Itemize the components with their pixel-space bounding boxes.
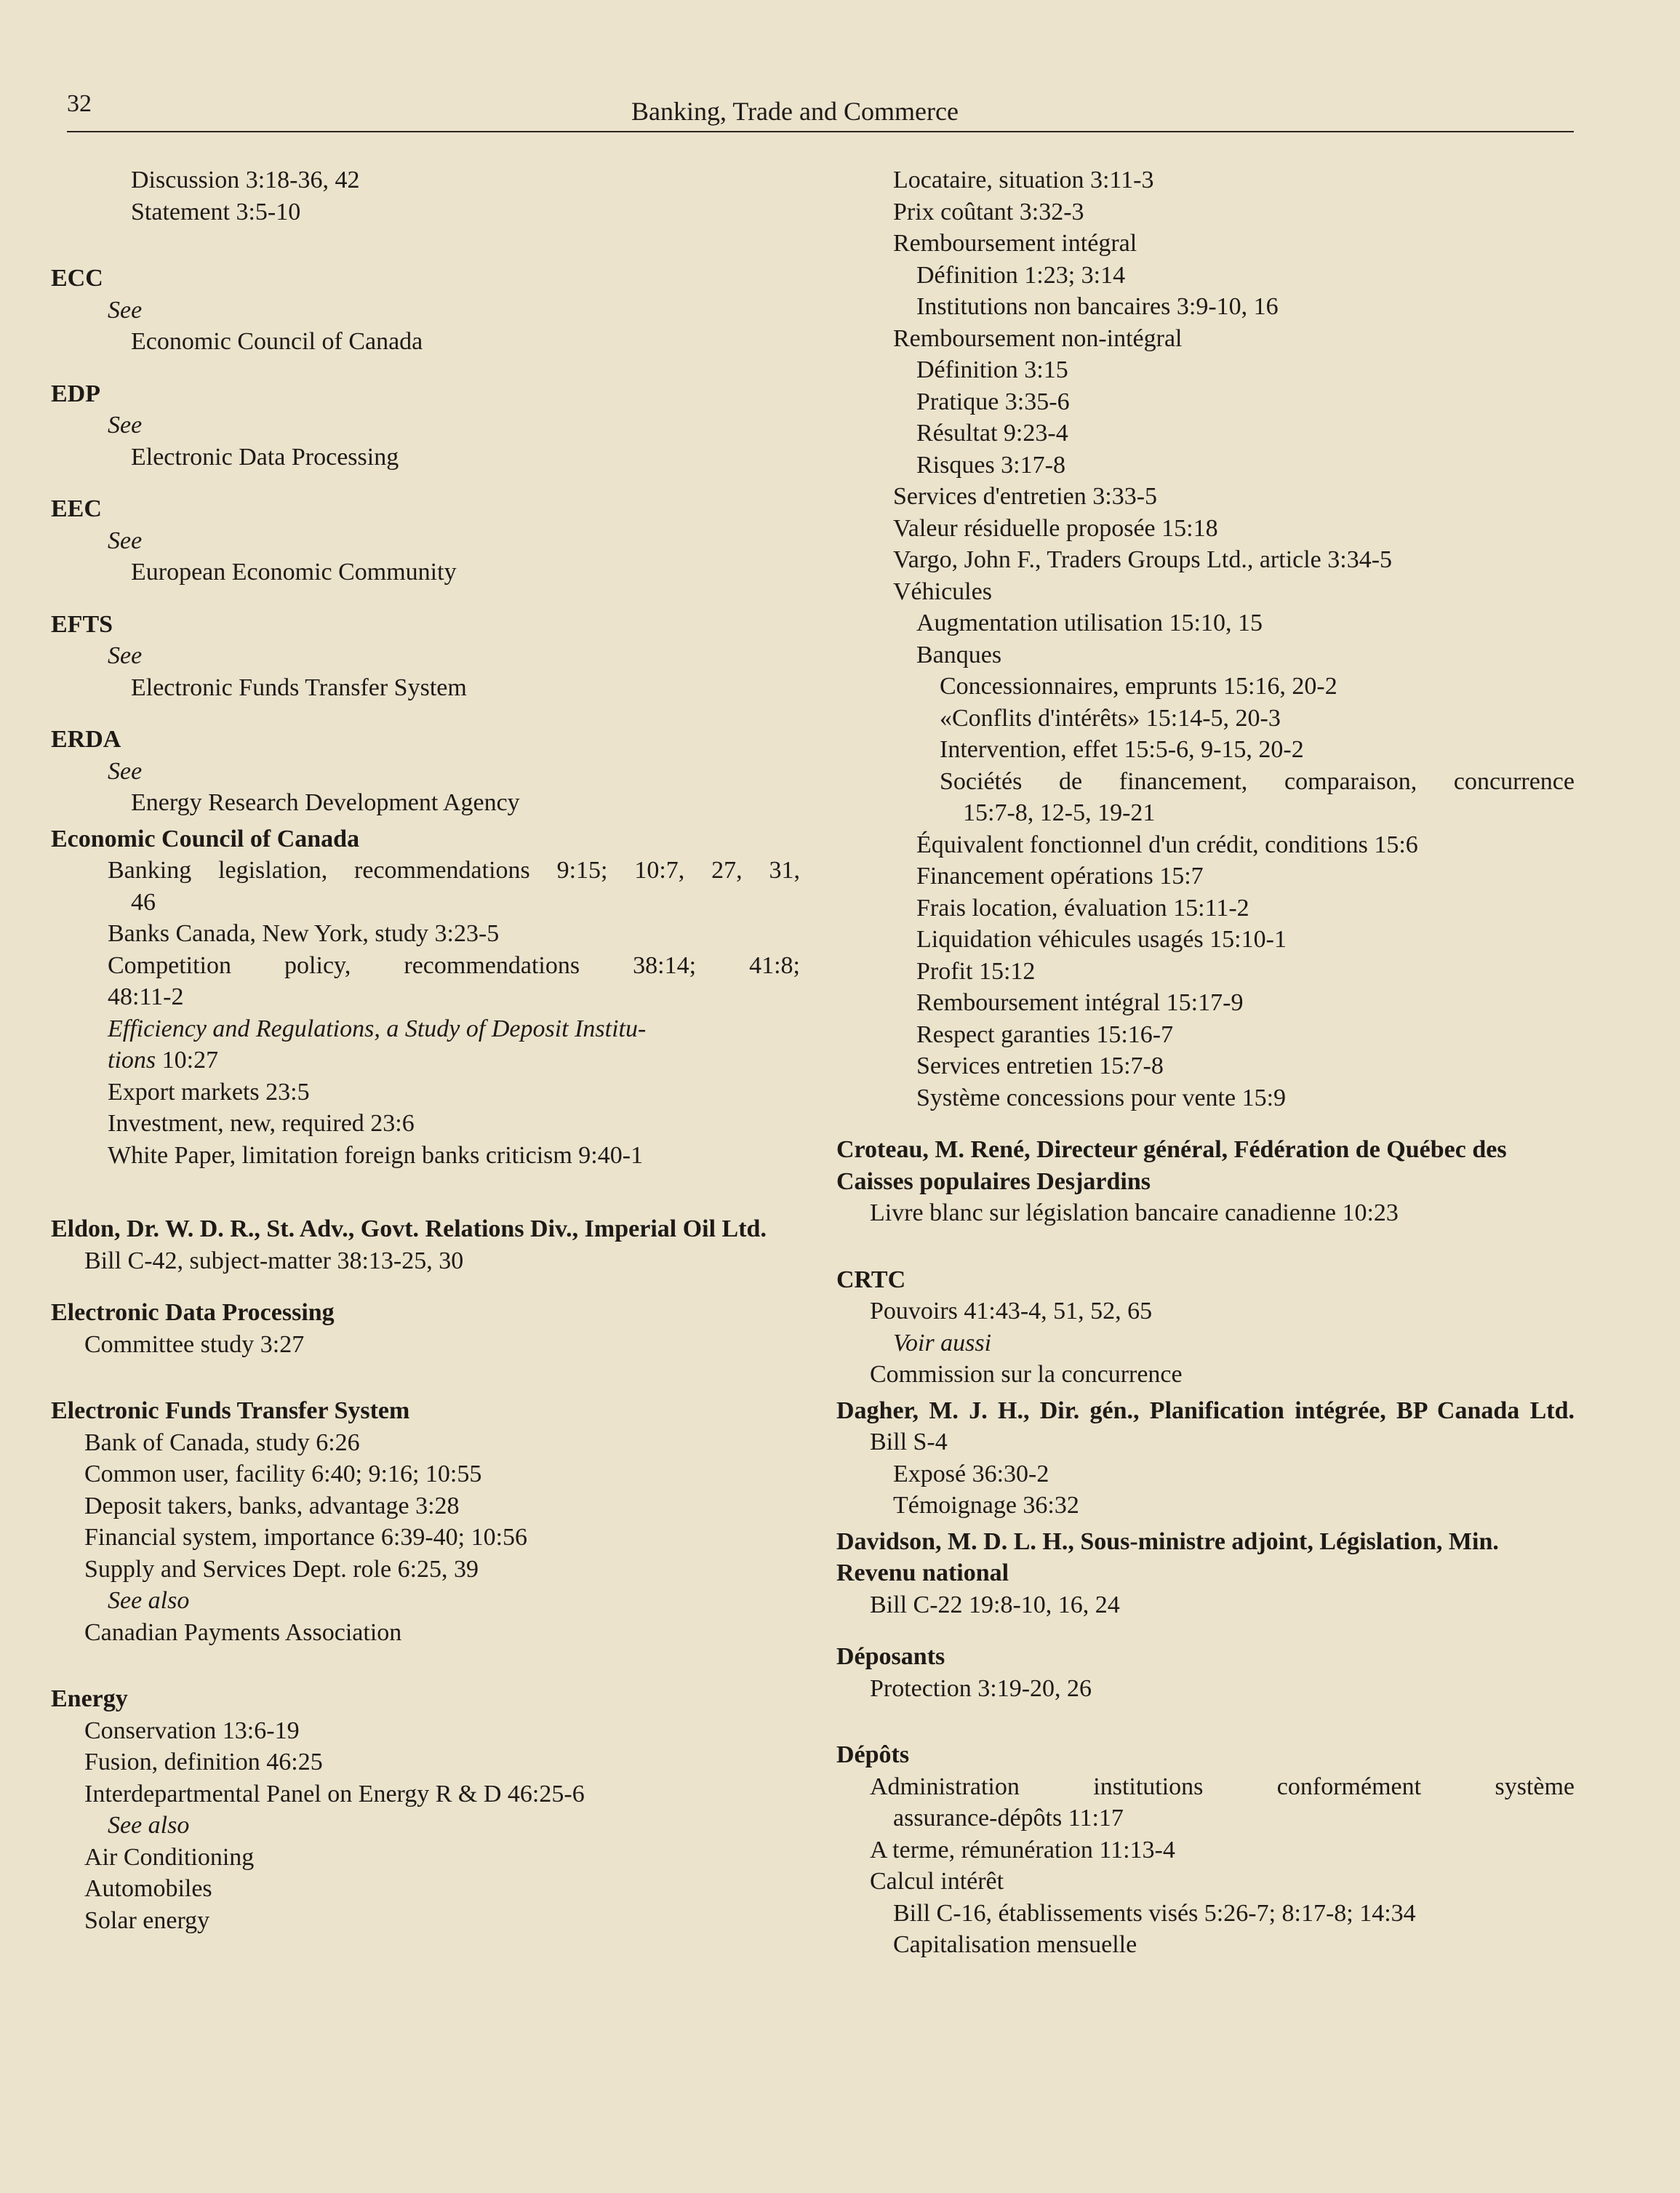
index-heading: Eldon, Dr. W. D. R., St. Adv., Govt. Relations Div., Imperial Oil Ltd. xyxy=(51,1215,767,1242)
index-heading: Dagher, M. J. H., Dir. gén., Planification intégrée, BP Canada Ltd. xyxy=(836,1397,1575,1424)
index-entry: Investment, new, required 23:6 xyxy=(108,1110,415,1137)
index-entry: Frais location, évaluation 15:11-2 xyxy=(916,894,1249,922)
index-entry: See xyxy=(108,642,143,669)
index-entry: Fusion, definition 46:25 xyxy=(84,1749,323,1775)
index-entry: Services d'entretien 3:33-5 xyxy=(893,483,1158,510)
index-entry: Définition 3:15 xyxy=(916,356,1068,383)
index-entry: Banking legislation, recommendations 9:15; 10:7, 27, 31, xyxy=(108,857,800,884)
index-entry: Commission sur la concurrence xyxy=(870,1361,1183,1388)
index-heading: CRTC xyxy=(836,1266,906,1293)
index-entry: Discussion 3:18-36, 42 xyxy=(131,167,360,193)
index-heading: Electronic Data Processing xyxy=(51,1299,335,1326)
index-entry: Electronic Funds Transfer System xyxy=(131,674,467,701)
index-entry: Système concessions pour vente 15:9 xyxy=(916,1084,1287,1111)
index-entry: Exposé 36:30-2 xyxy=(893,1460,1049,1487)
index-entry: 15:7-8, 12-5, 19-21 xyxy=(963,799,1156,826)
index-heading: Croteau, M. René, Directeur général, Fédération de Québec des Caisses populaires Desjardins xyxy=(836,1136,1507,1195)
index-heading: Electronic Funds Transfer System xyxy=(51,1397,410,1424)
index-entry: Efficiency and Regulations, a Study of Deposit Institu- xyxy=(108,1015,647,1042)
index-entry: Solar energy xyxy=(84,1906,210,1934)
index-entry: Banks Canada, New York, study 3:23-5 xyxy=(108,920,500,947)
index-heading: EFTS xyxy=(51,610,113,638)
index-entry: Définition 1:23; 3:14 xyxy=(916,261,1126,289)
index-entry: Institutions non bancaires 3:9-10, 16 xyxy=(916,293,1279,320)
index-entry: Témoignage 36:32 xyxy=(893,1492,1079,1519)
index-entry: Energy Research Development Agency xyxy=(131,789,520,816)
index-column-left xyxy=(51,164,800,1936)
index-entry: 46 xyxy=(131,888,156,916)
index-entry: Statement 3:5-10 xyxy=(131,198,301,225)
index-heading: Economic Council of Canada xyxy=(51,825,360,852)
index-entry: A terme, rémunération 11:13-4 xyxy=(870,1836,1175,1864)
index-column-right xyxy=(836,164,1575,1961)
index-entry: Intervention, effet 15:5-6, 9-15, 20-2 xyxy=(940,736,1304,763)
index-entry: Canadian Payments Association xyxy=(84,1618,402,1646)
index-entry: Bill S-4 xyxy=(870,1429,948,1455)
index-entry: Remboursement intégral 15:17-9 xyxy=(916,989,1244,1016)
index-entry: Pouvoirs 41:43-4, 51, 52, 65 xyxy=(870,1298,1153,1325)
index-entry: Economic Council of Canada xyxy=(131,328,423,355)
index-entry: Competition policy, recommendations 38:14; 41:8; xyxy=(108,951,800,979)
index-entry: assurance-dépôts 11:17 xyxy=(893,1805,1124,1832)
index-entry: Profit 15:12 xyxy=(916,957,1036,985)
index-entry: Risques 3:17-8 xyxy=(916,451,1065,479)
index-entry: Capitalisation mensuelle xyxy=(893,1931,1137,1958)
running-title: Banking, Trade and Commerce xyxy=(631,97,959,126)
index-entry: Calcul intérêt xyxy=(870,1868,1004,1895)
index-entry: Respect garanties 15:16-7 xyxy=(916,1020,1174,1048)
index-entry: Administration institutions conformément système xyxy=(870,1773,1575,1800)
index-entry: See also xyxy=(108,1587,190,1614)
index-entry: Supply and Services Dept. role 6:25, 39 xyxy=(84,1555,479,1583)
index-entry: Services entretien 15:7-8 xyxy=(916,1052,1164,1079)
index-entry: Locataire, situation 3:11-3 xyxy=(893,167,1154,193)
index-heading: EEC xyxy=(51,495,102,522)
index-entry: See xyxy=(108,527,143,554)
index-entry: Air Conditioning xyxy=(84,1843,255,1871)
index-heading: Déposants xyxy=(836,1643,945,1670)
index-entry: Protection 3:19-20, 26 xyxy=(870,1674,1092,1702)
index-entry: Vargo, John F., Traders Groups Ltd., article 3:34-5 xyxy=(893,546,1393,573)
index-entry: 48:11-2 xyxy=(108,983,184,1010)
index-entry xyxy=(51,1044,800,1076)
index-heading: EDP xyxy=(51,380,100,407)
index-entry: Export markets 23:5 xyxy=(108,1078,310,1106)
index-entry: Bill C-16, établissements visés 5:26-7; 8:17-8; 14:34 xyxy=(893,1899,1416,1927)
index-entry: Voir aussi xyxy=(893,1329,992,1357)
index-entry: See xyxy=(108,757,143,785)
index-entry: Banques xyxy=(916,641,1002,668)
index-entry: Interdepartmental Panel on Energy R & D 46:25-6 xyxy=(84,1780,585,1807)
index-entry: Sociétés de financement, comparaison, concurrence xyxy=(940,767,1575,795)
index-entry-title: tions xyxy=(108,1047,156,1074)
index-entry: See xyxy=(108,296,143,324)
index-entry-reference: 10:27 xyxy=(156,1047,219,1074)
index-heading: Dépôts xyxy=(836,1741,910,1768)
index-entry: European Economic Community xyxy=(131,559,457,586)
index-heading: ECC xyxy=(51,265,103,292)
index-entry: Conservation 13:6-19 xyxy=(84,1717,300,1744)
header-rule xyxy=(67,131,1574,132)
index-entry: Bank of Canada, study 6:26 xyxy=(84,1429,360,1456)
index-heading: Energy xyxy=(51,1685,128,1712)
index-entry: Bill C-22 19:8-10, 16, 24 xyxy=(870,1591,1120,1618)
index-entry: White Paper, limitation foreign banks criticism 9:40-1 xyxy=(108,1141,644,1169)
index-entry: Véhicules xyxy=(893,578,992,605)
index-entry: Prix coûtant 3:32-3 xyxy=(893,198,1084,225)
index-entry: Résultat 9:23-4 xyxy=(916,420,1068,447)
index-entry: Common user, facility 6:40; 9:16; 10:55 xyxy=(84,1461,482,1487)
index-entry: Livre blanc sur législation bancaire canadienne 10:23 xyxy=(870,1199,1399,1226)
index-entry: Équivalent fonctionnel d'un crédit, conditions 15:6 xyxy=(916,831,1418,858)
index-entry: Concessionnaires, emprunts 15:16, 20-2 xyxy=(940,673,1337,700)
index-entry: Liquidation véhicules usagés 15:10-1 xyxy=(916,926,1287,953)
index-entry: Remboursement non-intégral xyxy=(893,324,1183,352)
index-entry: Financial system, importance 6:39-40; 10:56 xyxy=(84,1524,528,1551)
index-heading: ERDA xyxy=(51,726,121,753)
index-entry: Augmentation utilisation 15:10, 15 xyxy=(916,610,1263,636)
index-entry: Financement opérations 15:7 xyxy=(916,863,1204,890)
index-entry: Deposit takers, banks, advantage 3:28 xyxy=(84,1492,460,1519)
index-entry: «Conflits d'intérêts» 15:14-5, 20-3 xyxy=(940,704,1281,732)
index-entry: Electronic Data Processing xyxy=(131,443,399,471)
index-entry: Pratique 3:35-6 xyxy=(916,388,1070,415)
page-number: 32 xyxy=(67,90,92,117)
index-entry: See xyxy=(108,412,143,439)
index-entry: See also xyxy=(108,1812,190,1839)
index-entry: Remboursement intégral xyxy=(893,230,1137,257)
index-entry: Valeur résiduelle proposée 15:18 xyxy=(893,514,1218,542)
index-heading: Davidson, M. D. L. H., Sous-ministre adjoint, Législation, Min. Revenu national xyxy=(836,1527,1499,1586)
index-entry: Committee study 3:27 xyxy=(84,1330,305,1358)
index-entry: Bill C-42, subject-matter 38:13-25, 30 xyxy=(84,1247,464,1274)
index-entry: Automobiles xyxy=(84,1875,212,1902)
